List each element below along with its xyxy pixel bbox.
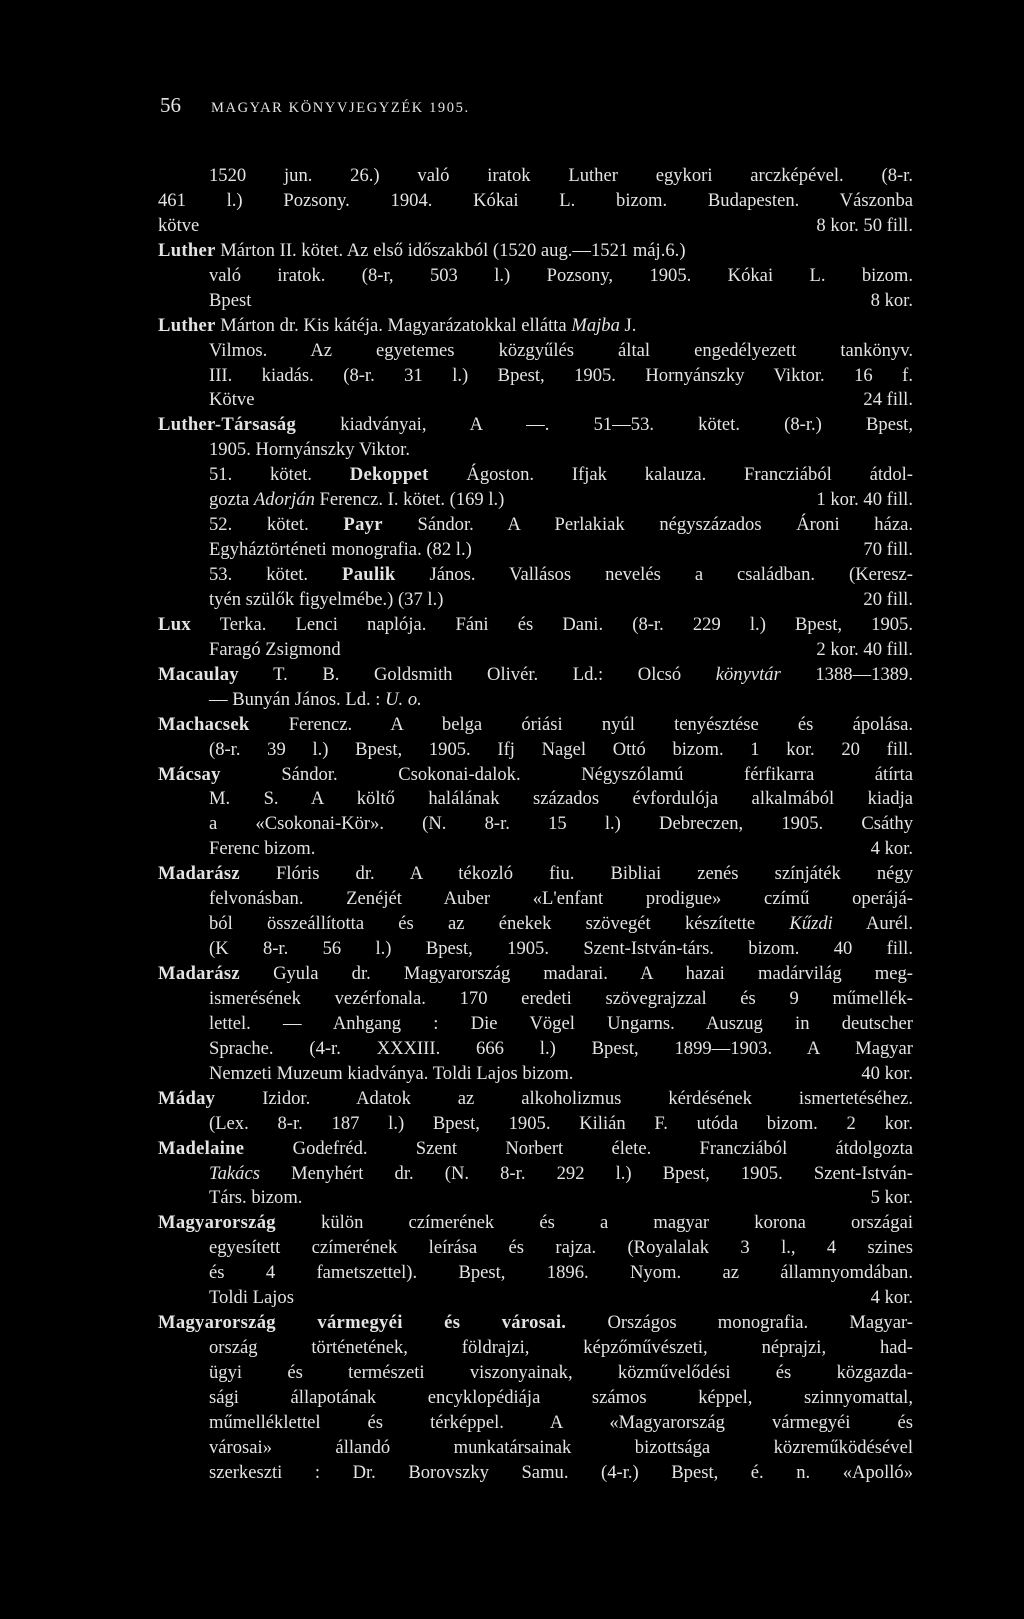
price: 24 fill. [863,389,913,411]
catalog-entry [158,239,913,264]
line-text: Aurél. [832,913,913,935]
line-text: Márton II. kötet. Az első időszakból (1520 aug.—1521 máj.6.) [215,239,686,261]
text-line: egyesített czímerének leírása és rajza. (Royalalak 3 l., 4 szines [209,1237,913,1259]
line-text: Ágoston. Ifjak kalauza. Francziából átdol- [428,464,913,486]
line-text: Sándor. A Perlakiak négyszázados Ároni háza. [382,514,913,536]
text-line: 1905. Hornyánszky Viktor. [209,439,410,461]
text-line: III. kiadás. (8-r. 31 l.) Bpest, 1905. Hornyánszky Viktor. 16 f. [209,364,913,386]
price: 8 kor. 50 fill. [816,214,913,236]
text-line: felvonásban. Zenéjét Auber «L'enfant prodigue» czímű operájá- [209,888,913,910]
text-line: ország történetének, földrajzi, képzőművészeti, néprajzi, had- [209,1337,913,1359]
author-name: Dekoppet [349,464,429,486]
line-text: Godefréd. Szent Norbert élete. Francziából átdolgozta [244,1137,913,1159]
text-line [158,563,913,588]
author-name: Payr [343,514,383,536]
text-line: ügyi és természeti viszonyainak, közművelődési és közgazda- [209,1362,913,1383]
author-name: Paulik [342,564,396,585]
entry-headword: Luther-Társaság [158,414,297,436]
price: 4 kor. [870,1287,913,1309]
text-line: ismerésének vezérfonala. 170 eredeti szövegrajzzal és 9 műmellék- [209,987,913,1009]
text-line: M. S. A költő halálának százados évfordulója alkalmából kiadja [209,788,913,810]
text-line: és 4 fametszettel). Bpest, 1896. Nyom. az államnyomdában. [209,1262,913,1284]
line-text: Országos monografia. Magyar- [566,1312,913,1334]
line-text: Nemzeti Muzeum kiadványa. Toldi Lajos bizom. [209,1062,574,1084]
entry-headword: Lux [158,613,191,635]
text-line: (Lex. 8-r. 187 l.) Bpest, 1905. Kilián F. utóda bizom. 2 kor. [209,1112,913,1134]
price: 8 kor. [870,289,913,311]
price: 1 kor. 40 fill. [816,489,913,511]
line-text: 51. kötet. [209,464,350,486]
price: 2 kor. 40 fill. [816,638,913,660]
line-text: — Bunyán János. Ld. : [209,688,386,710]
italic-name: könyvtár [715,663,781,685]
line-text: J. [619,314,637,336]
entry-headword: Madarász [158,963,240,984]
line-text: Faragó Zsigmond [209,638,341,660]
line-text: Ferenc bizom. [209,838,316,860]
text-line: Sprache. (4-r. XXXIII. 666 l.) Bpest, 1899—1903. A Magyar [209,1037,913,1059]
italic-name: Takács [209,1162,260,1184]
text-line [158,214,913,239]
line-text: kötve [158,214,200,236]
text-line [158,538,913,563]
text-line: 461 l.) Pozsony. 1904. Kókai L. bizom. Budapesten. Vászonba [158,189,913,211]
text-line [158,1186,913,1211]
line-text: Ferencz. A belga óriási nyúl tenyésztése és ápolása. [249,713,913,735]
catalog-entry [158,763,913,788]
catalog-entry [158,1087,913,1112]
text-line: műmelléklettel és térképpel. A «Magyarország vármegyéi és [209,1411,913,1433]
text-line [158,388,913,413]
line-text: Terka. Lenci naplója. Fáni és Dani. (8-r. 229 l.) Bpest, 1905. [190,613,913,635]
text-line [158,837,913,862]
entry-headword: Luther [158,239,216,261]
text-line: lettel. — Anhgang : Die Vögel Ungarns. Auszug in deutscher [209,1012,913,1034]
catalog-entry [158,314,913,339]
line-text: János. Vallásos nevelés a családban. (Keresz- [395,564,913,585]
line-text: Egyháztörténeti monografia. (82 l.) [209,539,472,561]
price: 40 kor. [861,1062,913,1084]
italic-name: Majba [571,314,620,336]
line-text: Toldi Lajos [209,1287,294,1309]
line-text: külön czímerének és a magyar korona országai [275,1212,913,1234]
text-line: (K 8-r. 56 l.) Bpest, 1905. Szent-István-társ. bizom. 40 fill. [209,938,913,960]
catalog-entry [158,1137,913,1162]
entry-headword: Magyarország [158,1212,276,1234]
running-title: MAGYAR KÖNYVJEGYZÉK 1905. [211,100,470,116]
text-line: való iratok. (8-r, 503 l.) Pozsony, 1905. Kókai L. bizom. [209,264,913,286]
line-text: Kötve [209,389,255,411]
line-text: Izidor. Adatok az alkoholizmus kérdésének ismertetéséhez. [215,1087,913,1109]
text-line [158,588,913,613]
line-text: gozta [209,489,254,511]
text-line [158,1162,913,1187]
line-text: Gyula dr. Magyarország madarai. A hazai madárvilág meg- [239,963,913,984]
line-text: 1388—1389. [780,663,914,685]
price: 4 kor. [870,838,913,860]
text-line [158,688,913,713]
line-text: Bpest [209,289,252,311]
entry-headword: Luther [158,314,216,336]
price: 5 kor. [870,1187,913,1209]
line-text: Sándor. Csokonai-dalok. Négyszólamú férfikarra átírta [220,763,913,785]
line-text: Márton dr. Kis kátéja. Magyarázatokkal ellátta [215,314,572,336]
entry-headword: Madarász [158,863,240,885]
text-line [158,289,913,314]
catalog-text [158,164,913,1486]
text-line: (8-r. 39 l.) Bpest, 1905. Ifj Nagel Ottó bizom. 1 kor. 20 fill. [209,738,913,760]
catalog-entry [158,1311,913,1336]
entry-headword: Magyarország vármegyéi és városai. [158,1312,567,1334]
catalog-entry [158,413,913,438]
text-line [158,513,913,538]
price: 20 fill. [863,588,913,610]
text-line [158,638,913,663]
line-text: Ferencz. I. kötet. (169 l.) [314,489,505,511]
line-text: Menyhért dr. (N. 8-r. 292 l.) Bpest, 1905. Szent-István- [259,1162,913,1184]
line-text: ból összeállította és az énekek szövegét készítette [209,913,790,935]
text-line: szerkeszti : Dr. Borovszky Samu. (4-r.) Bpest, é. n. «Apolló» [209,1461,913,1483]
catalog-entry [158,663,913,688]
page-number: 56 [160,93,181,117]
catalog-entry [158,613,913,638]
line-text: 52. kötet. [209,514,344,536]
text-line [158,1062,913,1087]
catalog-entry [158,713,913,738]
italic-name: Kűzdi [789,913,833,935]
page-header [160,93,920,123]
line-text: tyén szülők figyelmébe.) (37 l.) [209,588,444,610]
text-line: városai» állandó munkatársainak bizottsága közreműködésével [209,1436,913,1458]
text-line [158,1286,913,1311]
entry-headword: Madelaine [158,1137,245,1159]
italic-ref: U. o. [385,688,422,710]
line-text: 53. kötet. [209,564,343,585]
text-line [158,463,913,488]
line-text: T. B. Goldsmith Olivér. Ld.: Olcsó [238,663,716,685]
catalog-entry [158,962,913,987]
text-line [158,488,913,513]
entry-headword: Máday [158,1087,216,1109]
line-text: kiadványai, A —. 51—53. kötet. (8-r.) Bpest, [296,414,913,436]
text-line: Vilmos. Az egyetemes közgyűlés által engedélyezett tankönyv. [209,339,913,361]
entry-headword: Mácsay [158,763,221,785]
text-line [158,912,913,937]
text-line: sági állapotának encyklopédiája számos képpel, szinnyomattal, [209,1386,913,1408]
price: 70 fill. [863,539,913,561]
italic-name: Adorján [253,489,315,511]
entry-headword: Macaulay [158,663,239,685]
catalog-entry [158,862,913,887]
line-text: Társ. bizom. [209,1187,303,1209]
text-line: a «Csokonai-Kör». (N. 8-r. 15 l.) Debreczen, 1905. Csáthy [209,813,913,835]
line-text: Flóris dr. A tékozló fiu. Bibliai zenés színjáték négy [239,863,913,885]
entry-headword: Machacsek [158,713,250,735]
text-line: 1520 jun. 26.) való iratok Luther egykori arczképével. (8-r. [209,165,913,186]
catalog-entry [158,1211,913,1236]
